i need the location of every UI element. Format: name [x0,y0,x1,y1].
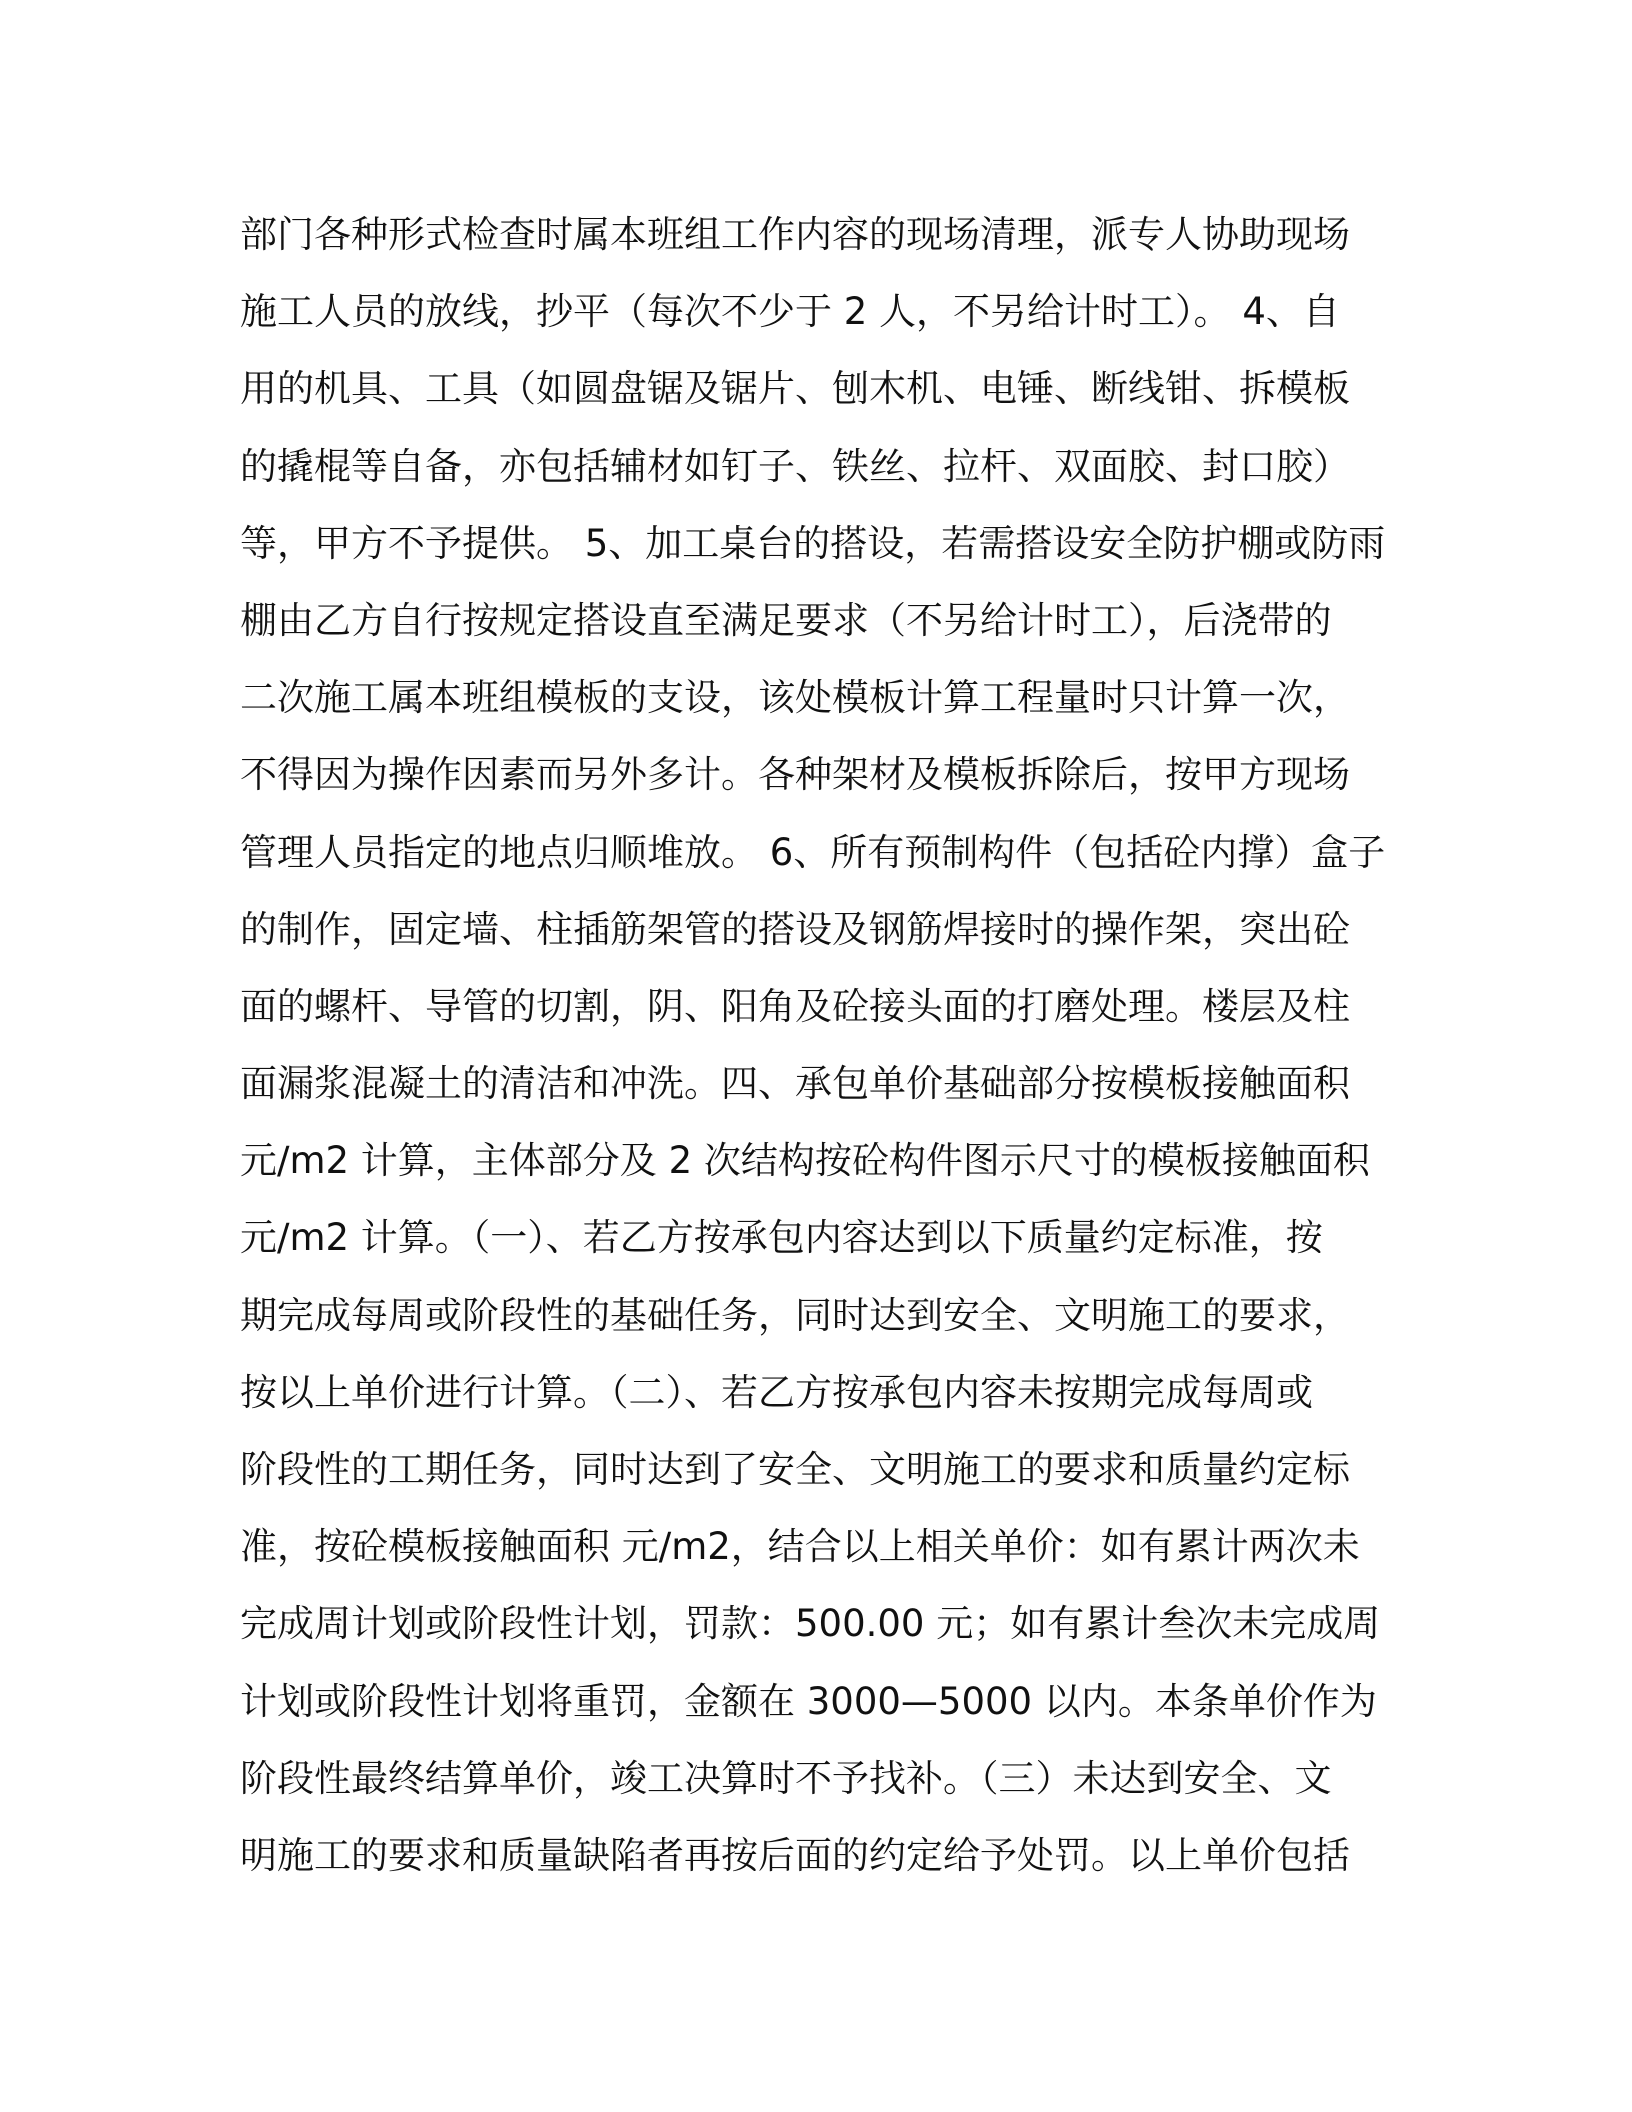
text-line: 元/m2 计算。（一）、若乙方按承包内容达到以下质量约定标准，按 [240,1216,1323,1260]
text-line: 准，按砼模板接触面积 元/m2，结合以上相关单价：如有累计两次未 [240,1525,1360,1569]
text-line: 部门各种形式检查时属本班组工作内容的现场清理，派专人协助现场 [240,213,1350,256]
text-line: 棚由乙方自行按规定搭设直至满足要求（不另给计时工），后浇带的 [240,598,1332,642]
text-line: 完成周计划或阶段性计划，罚款：500.00 元；如有累计叁次未完成周 [240,1602,1381,1646]
text-line: 面的螺杆、导管的切割，阴、阳角及砼接头面的打磨处理。楼层及柱 [240,984,1350,1028]
text-line: 的制作，固定墙、柱插筋架管的搭设及钢筋焊接时的操作架，突出砼 [240,907,1350,951]
text-line: 的撬棍等自备，亦包括辅材如钉子、铁丝、拉杆、双面胶、封口胶） [240,444,1350,488]
text-line: 元/m2 计算，主体部分及 2 次结构按砼构件图示尺寸的模板接触面积 [240,1139,1370,1183]
text-line: 期完成每周或阶段性的基础任务，同时达到安全、文明施工的要求， [240,1293,1350,1337]
text-line: 阶段性最终结算单价，竣工决算时不予找补。（三）未达到安全、文 [240,1756,1332,1800]
text-line: 管理人员指定的地点归顺堆放。 6、所有预制构件（包括砼内撑）盒子 [240,830,1386,874]
text-line: 按以上单价进行计算。（二）、若乙方按承包内容未按期完成每周或 [240,1370,1313,1414]
text-line: 不得因为操作因素而另外多计。各种架材及模板拆除后，按甲方现场 [240,753,1350,797]
text-line: 明施工的要求和质量缺陷者再按后面的约定给予处罚。以上单价包括 [240,1833,1350,1877]
text-line: 计划或阶段性计划将重罚，金额在 3000—5000 以内。本条单价作为 [240,1679,1377,1723]
text-line: 二次施工属本班组模板的支设，该处模板计算工程量时只计算一次， [240,676,1350,720]
text-line: 用的机具、工具（如圆盘锯及锯片、刨木机、电锤、断线钳、拆模板 [240,367,1350,411]
text-line: 面漏浆混凝土的清洁和冲洗。四、承包单价基础部分按模板接触面积 [240,1062,1350,1106]
text-line: 阶段性的工期任务，同时达到了安全、文明施工的要求和质量约定标 [240,1448,1350,1491]
text-line: 等，甲方不予提供。 5、加工桌台的搭设，若需搭设安全防护棚或防雨 [240,521,1386,565]
text-line: 施工人员的放线，抄平（每次不少于 2 人，不另给计时工）。 4、自 [240,290,1340,334]
body-text [240,196,1400,1894]
